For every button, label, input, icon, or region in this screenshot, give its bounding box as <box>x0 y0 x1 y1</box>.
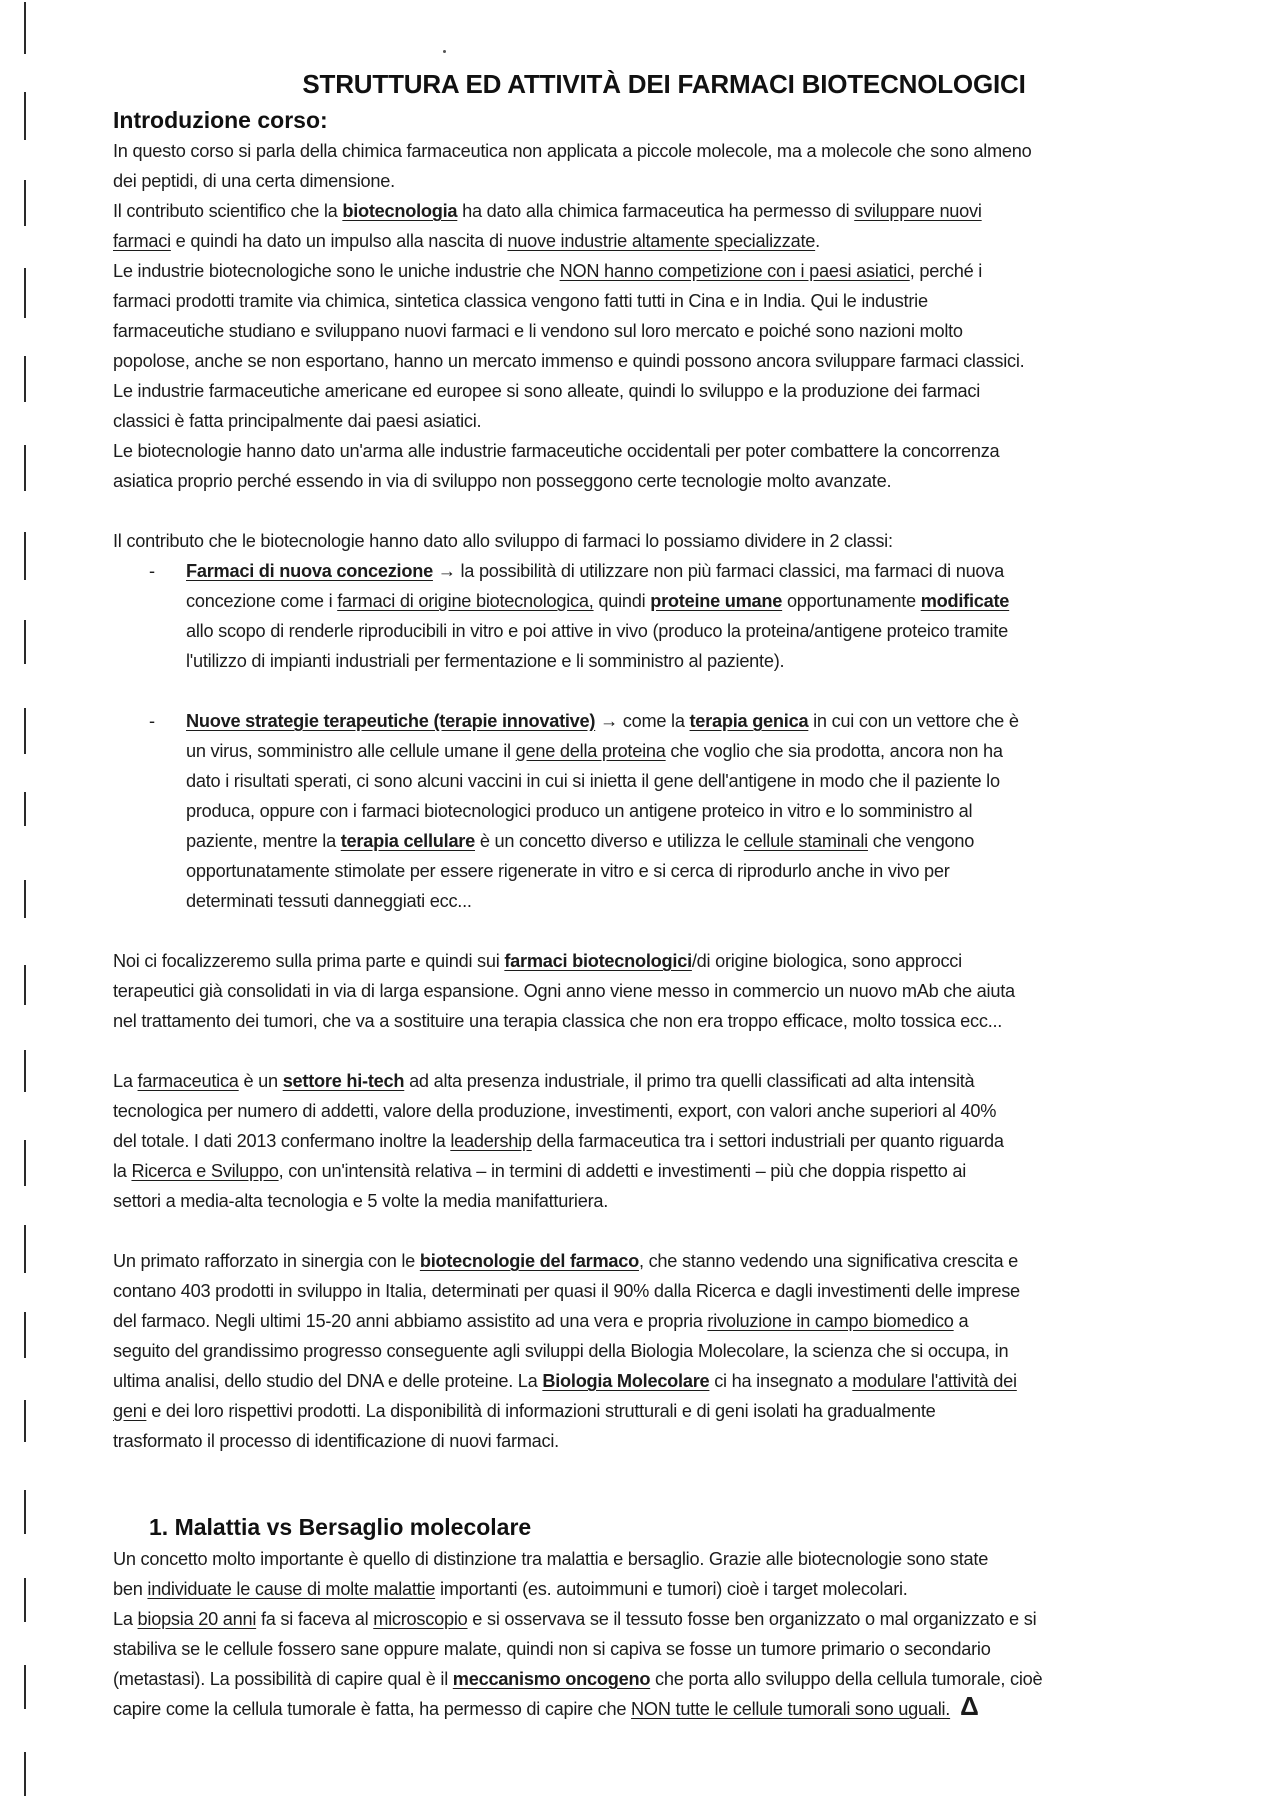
classes-intro: Il contributo che le biotecnologie hanno dato allo sviluppo di farmaci lo possiamo dividere in 2 classi: <box>113 531 893 551</box>
pharma-line2: tecnologica per numero di addetti, valore della produzione, investimenti, export, con valori anche superiori al 40% <box>113 1101 997 1121</box>
section-1-heading: 1. Malattia vs Bersaglio molecolare <box>149 1514 532 1540</box>
document-body <box>113 64 1193 1724</box>
intro-p1-line1: In questo corso si parla della chimica farmaceutica non applicata a piccole molecole, ma a molecole che sono almeno <box>113 141 1032 161</box>
intro-p3-line4: popolose, anche se non esportano, hanno un mercato immenso e quindi possono ancora sviluppare farmaci classici. <box>113 351 1025 371</box>
intro-p3-line5: Le industrie farmaceutiche americane ed europee si sono alleate, quindi lo sviluppo e la produzione dei farmaci <box>113 381 981 401</box>
list-item-nuova-concezione: - Farmaci di nuova concezione → la possibilità di utilizzare non più farmaci classici, ma farmaci di nuova concezione come i farmaci di origine biotecnologica, quindi proteine umane opportunamente modificate allo scopo di renderle riproducibili in vitro e poi attive in vivo (produco la proteina/antigene proteico tramite l'utilizzo di impianti industriali per fermentazione e li somministro al paziente). <box>113 556 1193 676</box>
section1-line2: ben individuate le cause di molte malattie importanti (es. autoimmuni e tumori) cioè i target molecolari. <box>113 1579 908 1599</box>
pharma-line1: La farmaceutica è un settore hi-tech ad alta presenza industriale, il primo tra quelli classificati ad alta intensità <box>113 1071 975 1091</box>
primato-line5: ultima analisi, dello studio del DNA e delle proteine. La Biologia Molecolare ci ha insegnato a modulare l'attività dei <box>113 1371 1017 1391</box>
focus-line2: terapeutici già consolidati in via di larga espansione. Ogni anno viene messo in commercio un nuovo mAb che aiuta <box>113 981 1015 1001</box>
scan-dot <box>443 50 446 53</box>
section1-line6: capire come la cellula tumorale è fatta, ha permesso di capire che NON tutte le cellule tumorali sono uguali. Δ <box>113 1691 979 1721</box>
pharma-line3: del totale. I dati 2013 confermano inoltre la leadership della farmaceutica tra i settori industriali per quanto riguarda <box>113 1131 1004 1151</box>
primato-line1: Un primato rafforzato in sinergia con le biotecnologie del farmaco, che stanno vedendo una significativa crescita e <box>113 1251 1018 1271</box>
primato-line4: seguito del grandissimo progresso conseguente agli sviluppi della Biologia Molecolare, la scienza che si occupa, in <box>113 1341 1009 1361</box>
intro-p1-line2: dei peptidi, di una certa dimensione. <box>113 171 395 191</box>
term-biotecnologia: biotecnologia <box>342 201 458 221</box>
focus-line1: Noi ci focalizzeremo sulla prima parte e quindi sui farmaci biotecnologici/di origine biologica, sono approcci <box>113 951 962 971</box>
intro-p3-line7: Le biotecnologie hanno dato un'arma alle industrie farmaceutiche occidentali per poter combattere la concorrenza <box>113 441 1000 461</box>
focus-line3: nel trattamento dei tumori, che va a sostituire una terapia classica che non era troppo efficace, molto tossica ecc... <box>113 1011 1003 1031</box>
section1-line5: (metastasi). La possibilità di capire qual è il meccanismo oncogeno che porta allo sviluppo della cellula tumorale, cioè <box>113 1669 1043 1689</box>
primato-line7: trasformato il processo di identificazione di nuovi farmaci. <box>113 1431 559 1451</box>
intro-p3-line6: classici è fatta principalmente dai paesi asiatici. <box>113 411 482 431</box>
section1-line4: stabiliva se le cellule fossero sane oppure malate, quindi non si capiva se fosse un tumore primario o secondario <box>113 1639 991 1659</box>
intro-p3-line2: farmaci prodotti tramite via chimica, sintetica classica vengono fatti tutti in Cina e in India. Qui le industrie <box>113 291 928 311</box>
intro-heading: Introduzione corso: <box>113 107 328 133</box>
pharma-line5: settori a media-alta tecnologia e 5 volte la media manifatturiera. <box>113 1191 609 1211</box>
binder-margin-marks <box>16 0 56 1807</box>
list-item-strategie-terapeutiche: - Nuove strategie terapeutiche (terapie innovative) → come la terapia genica in cui con un vettore che è un virus, somministro alle cellule umane il gene della proteina che voglio che sia prodotta, ancora non ha dato i risultati sperati, ci sono alcuni vaccini in cui si inietta il gene dell'antigene in modo che il paziente lo produca, oppure con i farmaci biotecnologici produco un antigene proteico in vitro e lo somministro al paziente, mentre la terapia cellulare è un concetto diverso e utilizza le cellule staminali che vengono opportunatamente stimolate per essere rigenerate in vitro e si cerca di riprodurlo anche in vivo per determinati tessuti danneggiati ecc... <box>113 706 1193 916</box>
intro-p3-line8: asiatica proprio perché essendo in via di sviluppo non posseggono certe tecnologie molto avanzate. <box>113 471 892 491</box>
primato-line6: geni e dei loro rispettivi prodotti. La disponibilità di informazioni strutturali e di geni isolati ha gradualmente <box>113 1401 936 1421</box>
intro-p3-line1: Le industrie biotecnologiche sono le uniche industrie che NON hanno competizione con i paesi asiatici, perché i <box>113 261 983 281</box>
section1-line1: Un concetto molto importante è quello di distinzione tra malattia e bersaglio. Grazie alle biotecnologie sono state <box>113 1549 989 1569</box>
section1-line3: La biopsia 20 anni fa si faceva al microscopio e si osservava se il tessuto fosse ben organizzato o mal organizzato e si <box>113 1609 1037 1629</box>
intro-p2-line1: Il contributo scientifico che la biotecnologia ha dato alla chimica farmaceutica ha permesso di sviluppare nuovi <box>113 201 982 221</box>
intro-p3-line3: farmaceutiche studiano e sviluppano nuovi farmaci e li vendono sul loro mercato e poiché sono nazioni molto <box>113 321 963 341</box>
intro-p2-line2: farmaci e quindi ha dato un impulso alla nascita di nuove industrie altamente specializzate. <box>113 231 820 251</box>
primato-line3: del farmaco. Negli ultimi 15-20 anni abbiamo assistito ad una vera e propria rivoluzione in campo biomedico a <box>113 1311 969 1331</box>
classes-list <box>113 556 1193 916</box>
delta-mark: Δ <box>960 1691 979 1721</box>
document-title: STRUTTURA ED ATTIVITÀ DEI FARMACI BIOTECNOLOGICI <box>302 69 1026 99</box>
pharma-line4: la Ricerca e Sviluppo, con un'intensità relativa – in termini di addetti e investimenti – più che doppia rispetto ai <box>113 1161 967 1181</box>
primato-line2: contano 403 prodotti in sviluppo in Italia, determinati per quasi il 90% dalla Ricerca e dagli investimenti delle imprese <box>113 1281 1020 1301</box>
